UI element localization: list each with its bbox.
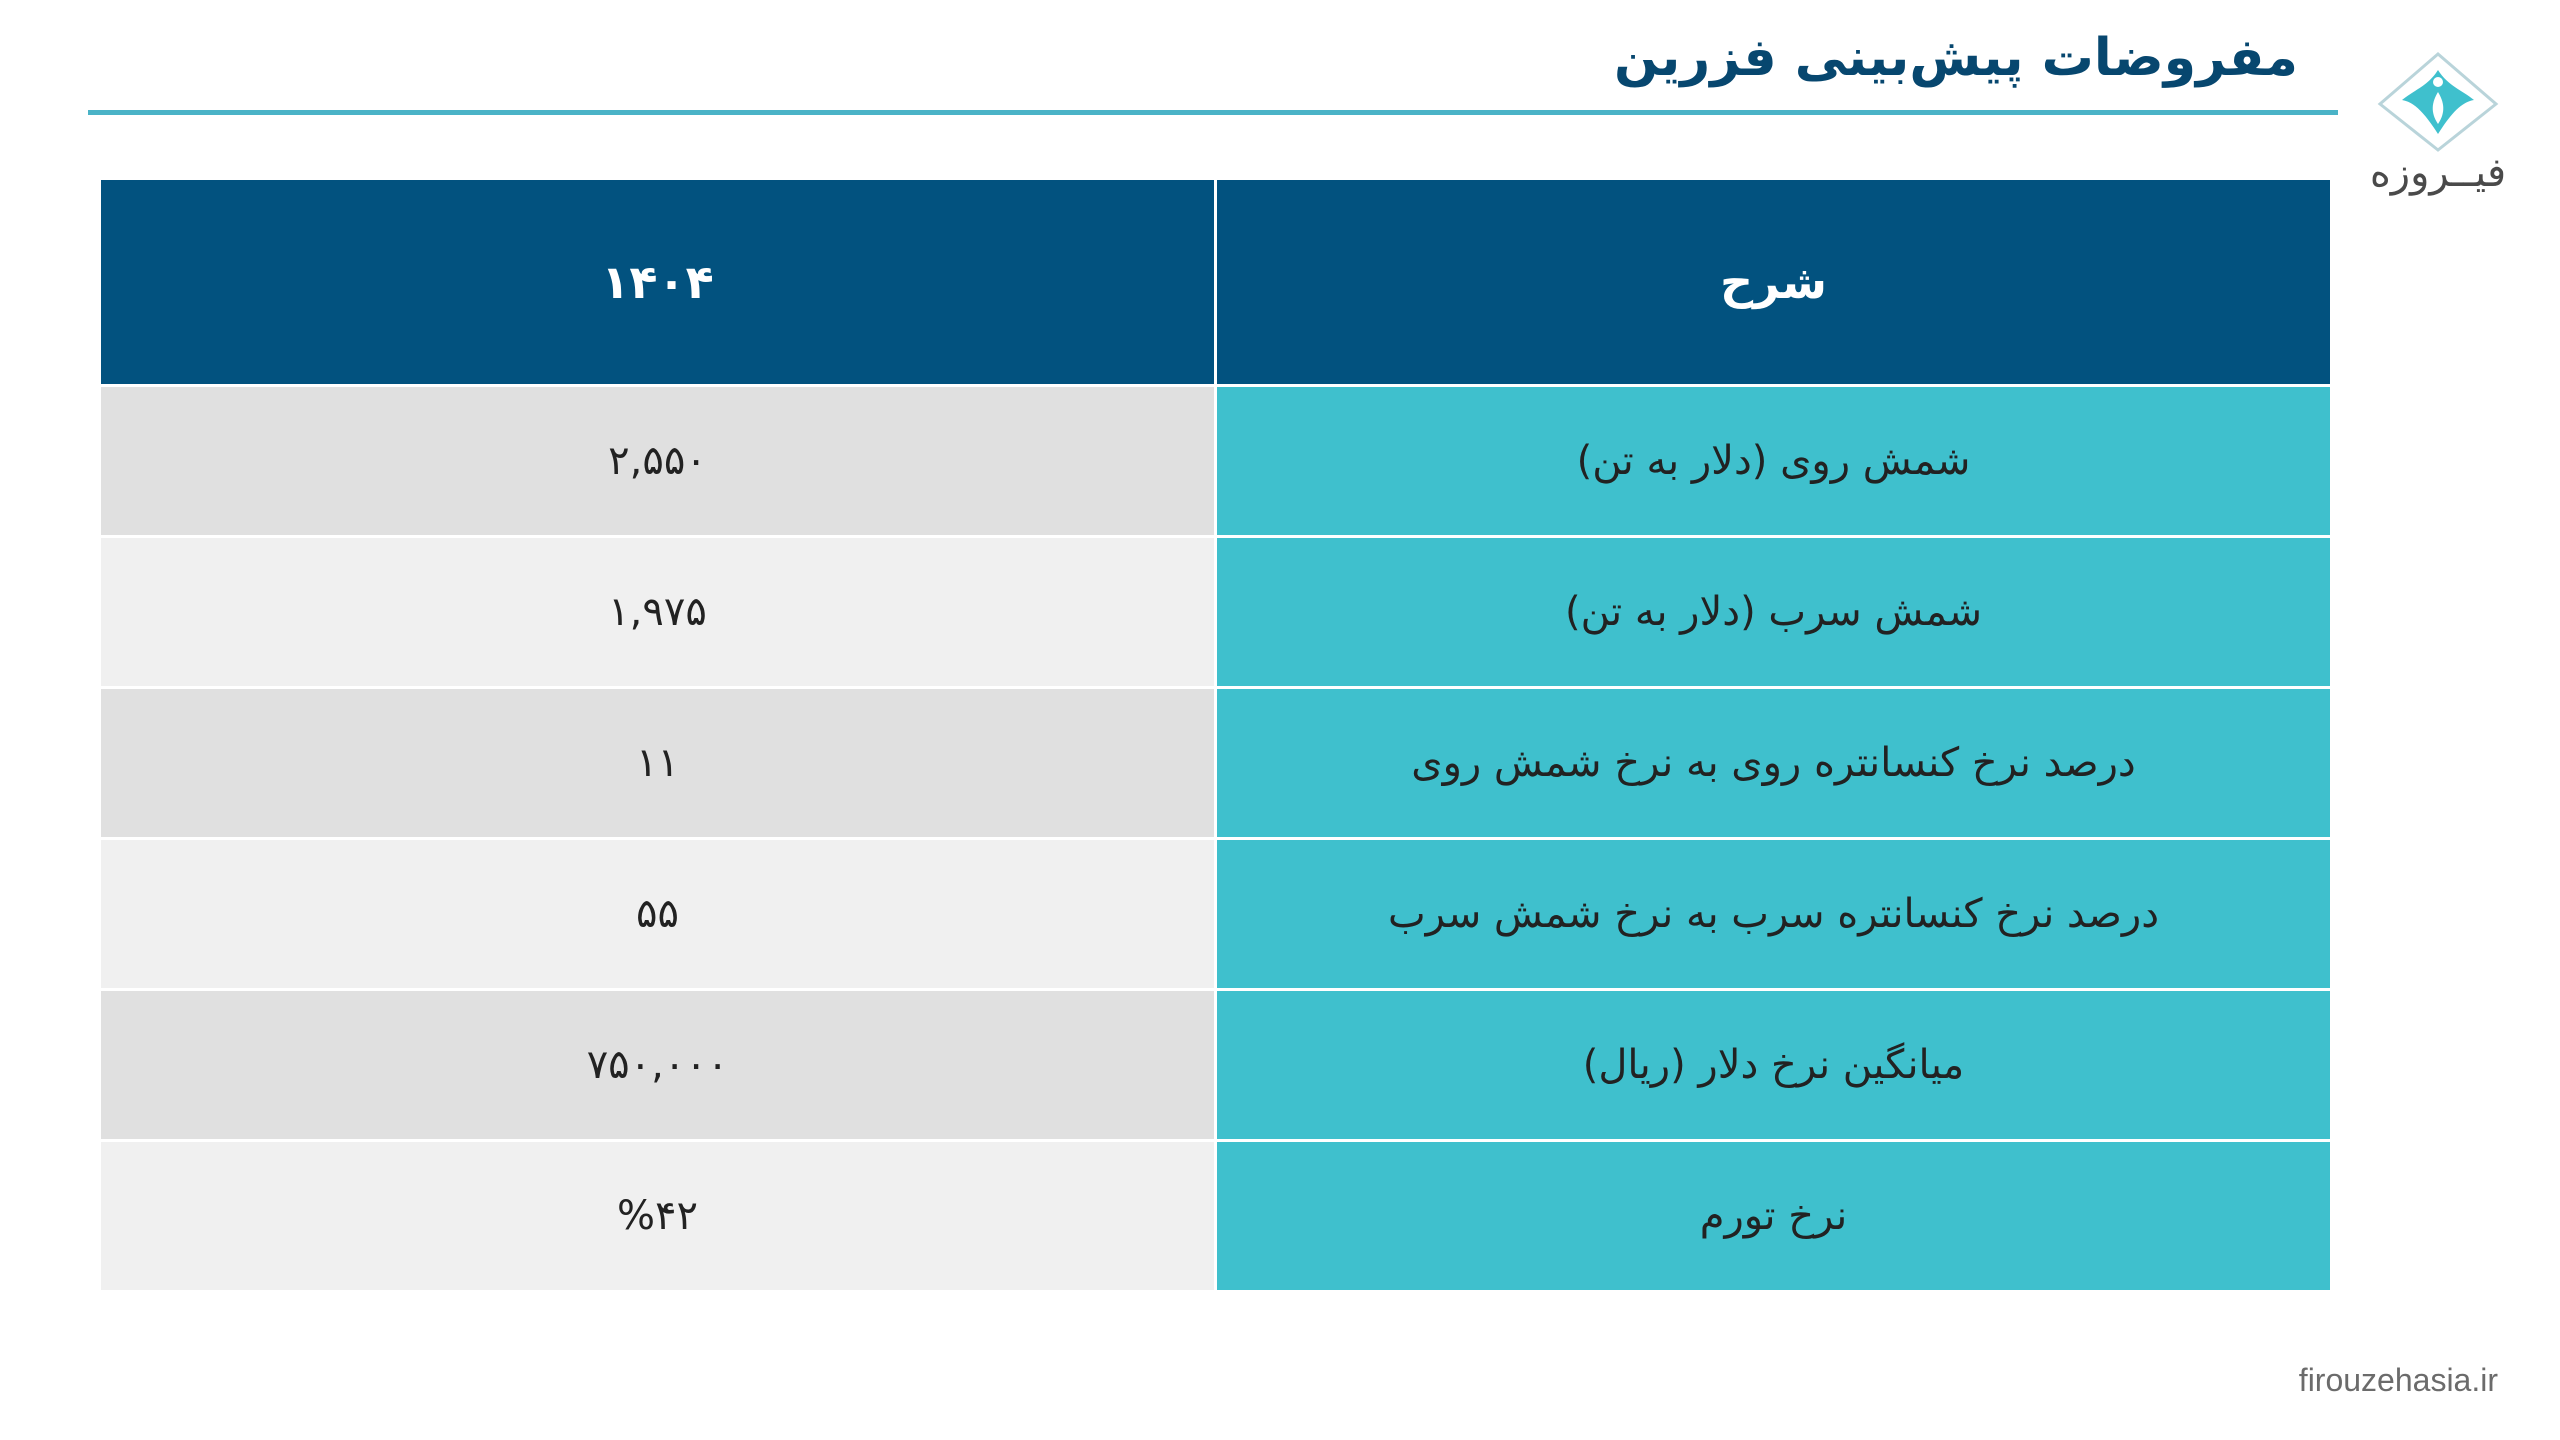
table-row xyxy=(100,1141,2332,1292)
brand-logo xyxy=(2368,52,2508,212)
row-label: شمش سرب (دلار به تن) xyxy=(1216,537,2332,688)
table-row xyxy=(100,688,2332,839)
row-value: ۷۵۰,۰۰۰ xyxy=(100,990,1216,1141)
table-row xyxy=(100,386,2332,537)
row-label: میانگین نرخ دلار (ریال) xyxy=(1216,990,2332,1141)
header-description: شرح xyxy=(1216,179,2332,386)
row-label: نرخ تورم xyxy=(1216,1141,2332,1292)
logo-text: فیــروزه xyxy=(2369,150,2507,196)
row-label: شمش روی (دلار به تن) xyxy=(1216,386,2332,537)
title-divider xyxy=(88,110,2338,115)
row-value: %۴۲ xyxy=(100,1141,1216,1292)
row-value: ۲,۵۵۰ xyxy=(100,386,1216,537)
slide-title: مفروضات پیش‌بینی فزرین xyxy=(1613,28,2298,88)
website-url: firouzehasia.ir xyxy=(2298,1362,2498,1398)
row-value: ۱,۹۷۵ xyxy=(100,537,1216,688)
table-row xyxy=(100,839,2332,990)
header-year: ۱۴۰۴ xyxy=(100,179,1216,386)
row-label: درصد نرخ کنسانتره روی به نرخ شمش روی xyxy=(1216,688,2332,839)
forecast-assumptions-table xyxy=(98,177,2333,1293)
table-row xyxy=(100,990,2332,1141)
row-label: درصد نرخ کنسانتره سرب به نرخ شمش سرب xyxy=(1216,839,2332,990)
firouzeh-emblem-icon xyxy=(2368,52,2508,152)
table-header-row xyxy=(100,179,2332,386)
table-row xyxy=(100,537,2332,688)
row-value: ۵۵ xyxy=(100,839,1216,990)
row-value: ۱۱ xyxy=(100,688,1216,839)
